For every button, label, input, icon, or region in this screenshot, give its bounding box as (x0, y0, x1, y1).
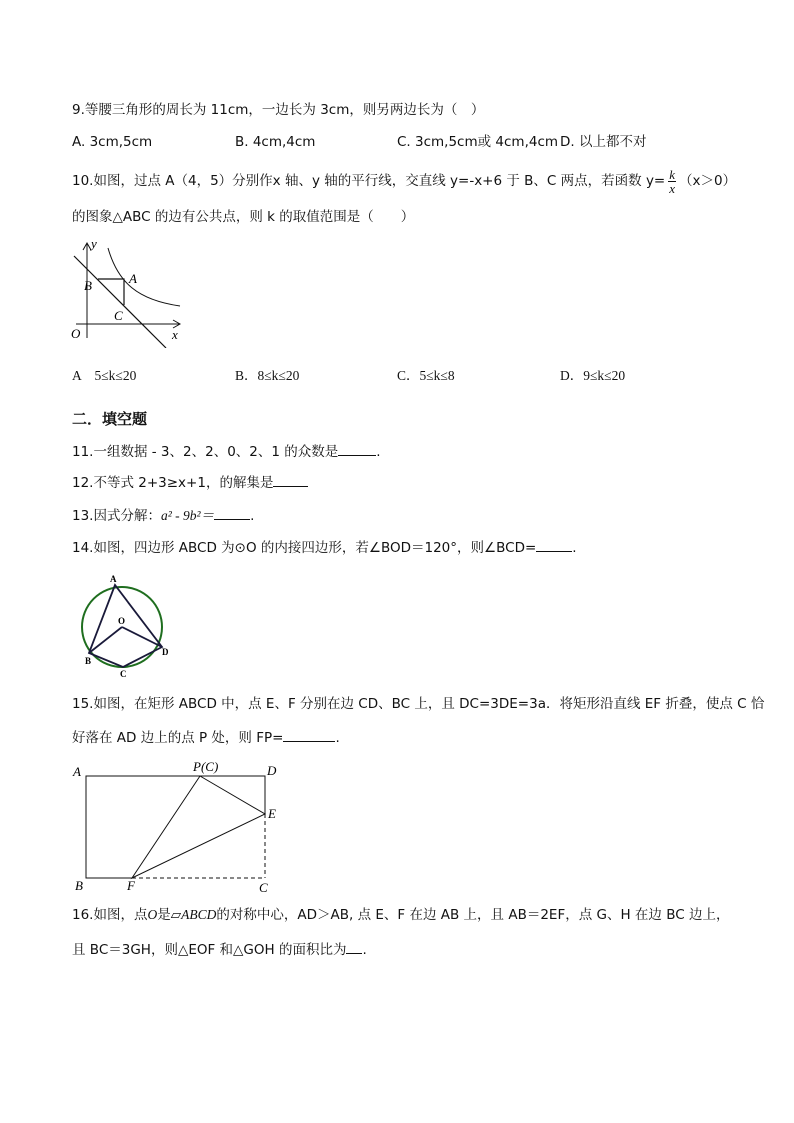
q10-stem-part1: 10.如图，过点 A（4，5）分别作x 轴、y 轴的平行线，交直线 y=-x+6 于 B、C 两点，若函数 y= (72, 173, 666, 189)
q10-line-bc (74, 256, 166, 348)
q16-line1 (72, 905, 729, 925)
q10-stem-line1 (72, 164, 736, 198)
q15-label-a: A (73, 764, 81, 779)
q15-figure (70, 756, 290, 896)
q14-end: . (572, 540, 577, 556)
q16-text-post: 的对称中心，AD＞AB, 点 E、F 在边 AB 上，且 AB＝2EF，点 G、H 在边 BC 边上， (216, 907, 730, 923)
q14-text: 14.如图，四边形 ABCD 为⊙O 的内接四边形，若∠BOD＝120°，则∠BCD= (72, 540, 537, 556)
q15-line1: 15.如图，在矩形 ABCD 中，点 E、F 分别在边 CD、BC 上，且 DC=3DE=3a．将矩形沿直线 EF 折叠，使点 C 恰 (72, 696, 765, 712)
q16-abcd: ABCD (181, 907, 217, 922)
q10-option-d: D．9≤k≤20 (560, 368, 626, 383)
q15-text: 好落在 AD 边上的点 P 处，则 FP= (72, 730, 284, 746)
q16-end: . (362, 942, 367, 958)
q16-text-mid: 是▱ (157, 907, 182, 923)
q14-label-c: C (120, 669, 127, 679)
q16-line2 (72, 939, 367, 960)
q15-answer-blank (283, 727, 335, 742)
q10-label-x: x (172, 327, 178, 342)
q15-label-e: E (268, 806, 276, 821)
q12-answer-blank (273, 472, 308, 487)
q10-stem-part2: （x＞0） (679, 173, 737, 189)
q13-text: 13.因式分解： (72, 508, 161, 524)
q9-option-d: D. 以上都不对 (560, 134, 647, 150)
q15-label-f: F (127, 878, 135, 893)
q10-option-c: C．5≤k≤8 (397, 368, 455, 383)
q10-frac-den: x (669, 180, 676, 196)
q14-label-a: A (110, 574, 117, 584)
q16-text-pre: 16.如图，点 (72, 907, 148, 923)
q15-label-c: C (259, 880, 268, 895)
q14-label-o: O (118, 616, 126, 626)
q11-end: . (376, 444, 381, 460)
q10-label-a: A (129, 271, 137, 286)
q15-line2 (72, 727, 340, 748)
q15-label-b: B (75, 878, 83, 893)
q10-label-o: O (71, 326, 81, 341)
q10-triangle-sides (98, 279, 124, 305)
q14-radius-od (122, 627, 162, 647)
q12-line (72, 472, 308, 493)
q16-text: 且 BC＝3GH，则△EOF 和△GOH 的面积比为 (72, 942, 347, 958)
q14-answer-blank (536, 537, 572, 552)
q10-hyperbola (108, 248, 180, 306)
q14-label-d: D (162, 647, 169, 657)
q12-text: 12.不等式 2+3≥x+1，的解集是 (72, 475, 274, 491)
q16-answer-blank (346, 939, 362, 954)
q14-label-b: B (85, 656, 92, 666)
q15-folded-triangle (132, 776, 265, 878)
q10-option-a: A 5≤k≤20 (72, 368, 137, 383)
q16-point-o: O (147, 907, 158, 922)
q10-label-y: y (91, 238, 97, 251)
q15-end: . (335, 730, 340, 746)
q14-line (72, 537, 577, 558)
q9-stem: 9.等腰三角形的周长为 11cm，一边长为 3cm，则另两边长为（ ） (72, 102, 485, 118)
q9-option-a: A. 3cm,5cm (72, 134, 153, 150)
q9-option-c: C. 3cm,5cm或 4cm,4cm (397, 134, 559, 150)
q11-line (72, 441, 381, 462)
q10-fraction (668, 168, 676, 195)
q13-expression: a² - 9b²＝ (160, 508, 215, 523)
q10-label-c: C (114, 308, 123, 323)
q13-end: . (250, 508, 255, 524)
q9-option-b: B. 4cm,4cm (235, 134, 316, 150)
q15-label-p: P(C) (193, 759, 219, 774)
q10-option-b: B．8≤k≤20 (235, 368, 300, 383)
q13-line (72, 505, 254, 526)
q10-label-b: B (84, 278, 92, 293)
q14-figure (78, 571, 174, 681)
q10-figure (68, 238, 188, 348)
q11-answer-blank (338, 441, 376, 456)
q11-text: 11.一组数据 - 3、2、2、0、2、1 的众数是 (72, 444, 339, 460)
q13-answer-blank (214, 505, 250, 520)
q10-frac-num: k (669, 166, 676, 182)
section-title: 二．填空题 (72, 410, 148, 428)
q10-stem-line2: 的图象△ABC 的边有公共点，则 k 的取值范围是（ ） (72, 209, 415, 225)
q15-label-d: D (267, 763, 277, 778)
